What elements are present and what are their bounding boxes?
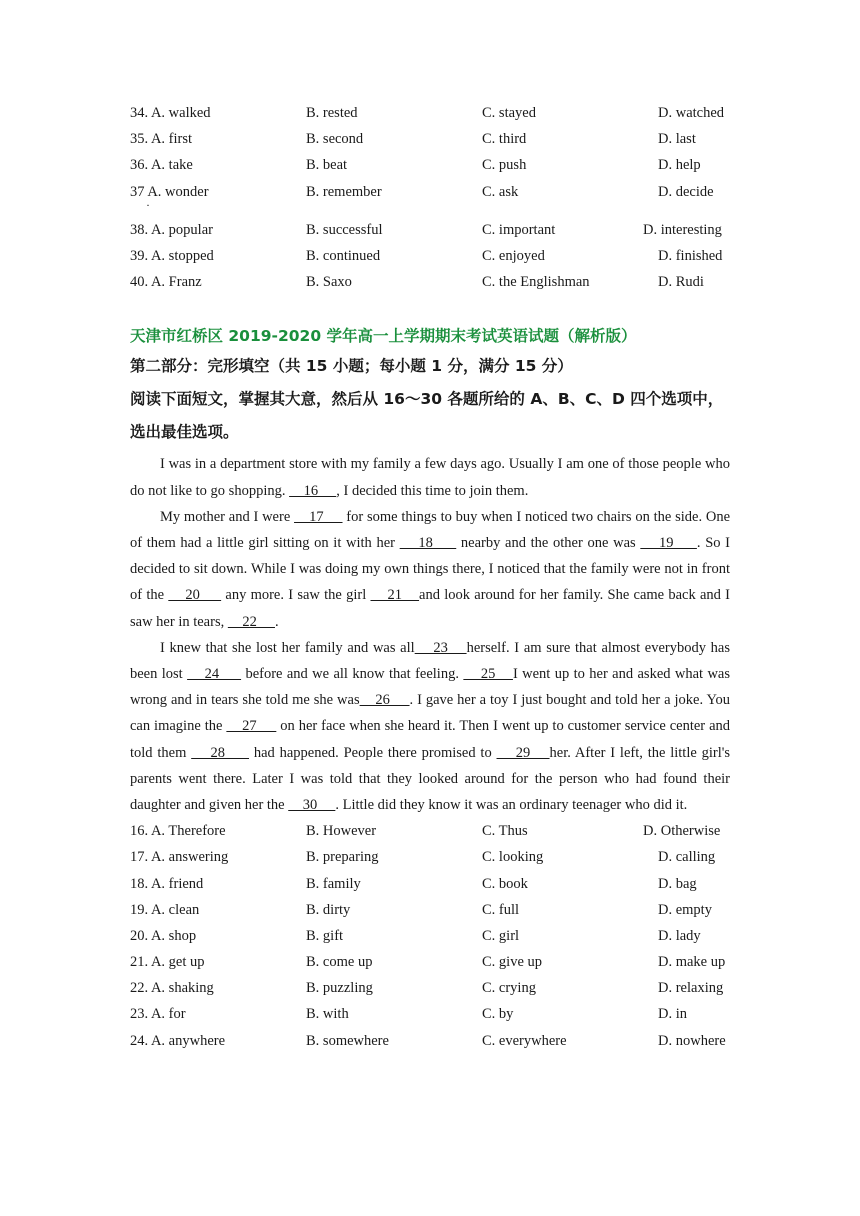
option-a: 16. A. Therefore xyxy=(130,823,226,840)
option-d: D. lady xyxy=(658,927,701,944)
option-c: C. push xyxy=(482,157,527,174)
option-b: B. dirty xyxy=(306,901,351,918)
option-c: C. everywhere xyxy=(482,1032,567,1049)
question-row xyxy=(130,179,730,205)
option-a: 21. A. get up xyxy=(130,954,205,971)
option-a: 19. A. clean xyxy=(130,901,200,918)
option-d: D. finished xyxy=(658,247,723,264)
option-b: B. family xyxy=(306,875,361,892)
passage-text: . xyxy=(274,613,279,630)
cloze-blank: 19 xyxy=(640,534,697,551)
option-d: D. Otherwise xyxy=(643,823,721,840)
option-a: 20. A. shop xyxy=(130,927,197,944)
section-heading: 第二部分：完形填空（共 15 小题；每小题 1 分，满分 15 分） xyxy=(130,357,573,376)
option-b: B. continued xyxy=(306,247,381,264)
option-c: C. full xyxy=(482,901,520,918)
question-row xyxy=(130,1028,730,1054)
option-c: C. stayed xyxy=(482,105,536,121)
question-row xyxy=(130,818,730,844)
paragraph xyxy=(130,451,730,503)
option-a: 23. A. for xyxy=(130,1006,186,1023)
option-d: D. relaxing xyxy=(658,980,724,997)
option-a: 37 A. wonder xyxy=(130,183,209,200)
question-row xyxy=(130,949,730,975)
option-c: C. by xyxy=(482,1006,514,1023)
question-row xyxy=(130,844,730,870)
question-row xyxy=(130,217,730,243)
option-a: 39. A. stopped xyxy=(130,247,214,264)
option-b: B. second xyxy=(306,131,364,148)
option-b: B. somewhere xyxy=(306,1032,389,1049)
stray-dot-row xyxy=(130,197,730,217)
paragraph xyxy=(130,504,730,635)
option-b: B. puzzling xyxy=(306,980,373,997)
option-b: B. rested xyxy=(306,105,358,121)
option-c: C. Thus xyxy=(482,823,528,840)
option-c: C. book xyxy=(482,875,528,892)
option-a: 34. A. walked xyxy=(130,105,211,121)
option-b: B. preparing xyxy=(306,849,379,866)
option-b: B. gift xyxy=(306,927,344,944)
cloze-blank: 27 xyxy=(226,718,277,735)
question-row xyxy=(130,975,730,1001)
option-a: 18. A. friend xyxy=(130,875,204,892)
option-b: B. Saxo xyxy=(306,274,352,291)
question-row xyxy=(130,126,730,152)
cloze-blank: 30 xyxy=(288,796,336,813)
cloze-blank: 25 xyxy=(463,665,513,682)
passage-text: My mother and I were xyxy=(160,508,295,525)
option-a: 22. A. shaking xyxy=(130,980,214,997)
option-c: C. important xyxy=(482,221,556,238)
option-c: C. girl xyxy=(482,927,520,944)
option-b: B. beat xyxy=(306,157,348,174)
option-d: D. interesting xyxy=(643,221,722,238)
option-d: D. decide xyxy=(658,183,714,200)
passage-text: herself. I am sure that almost everybody has been lost xyxy=(130,639,730,682)
option-d: D. empty xyxy=(658,901,712,918)
question-row xyxy=(130,871,730,897)
option-d: D. bag xyxy=(658,875,697,892)
option-c: C. enjoyed xyxy=(482,247,545,264)
option-c: C. crying xyxy=(482,980,536,997)
cloze-blank: 23 xyxy=(414,639,467,656)
option-a: 36. A. take xyxy=(130,157,193,174)
option-c: C. third xyxy=(482,131,527,148)
passage-text: I knew that she lost her family and was all xyxy=(160,639,415,656)
option-a: 24. A. anywhere xyxy=(130,1032,226,1049)
cloze-blank: 29 xyxy=(496,744,550,761)
option-b: B. remember xyxy=(306,183,382,200)
cloze-blank: 17 xyxy=(294,508,343,525)
cloze-blank: 18 xyxy=(399,534,457,551)
passage-text: I was in a department store with my family a few days ago. Usually I am one of those people who do not like to go shopping. xyxy=(130,456,730,499)
option-d: D. nowhere xyxy=(658,1032,726,1049)
passage-text: her. After I left, the little girl's parents went there. Later I was told that they looked around for the person who had found their daughter and given her the xyxy=(130,744,731,813)
cloze-blank: 26 xyxy=(359,692,410,709)
passage-text: on her face when she heard it. Then I went up to customer service center and told them xyxy=(130,718,731,761)
option-d: D. make up xyxy=(658,954,726,971)
question-row xyxy=(130,923,730,949)
option-a: 35. A. first xyxy=(130,131,193,148)
passage-text: had happened. People there promised to xyxy=(249,744,497,761)
question-row xyxy=(130,1001,730,1027)
document-page xyxy=(130,100,730,1054)
question-row xyxy=(130,100,730,126)
instructions: 阅读下面短文，掌握其大意，然后从 16～30 各题所给的 A、B、C、D 四个选项中，选出最佳选项。 xyxy=(130,390,724,442)
passage-text: and look around for her family. She came back and I saw her in tears, xyxy=(130,587,731,630)
option-b: B. successful xyxy=(306,221,383,238)
passage-text: . Little did they know it was an ordinary teenager who did it. xyxy=(335,796,688,813)
option-d: D. in xyxy=(658,1006,687,1023)
question-row xyxy=(130,269,730,295)
cloze-blank: 21 xyxy=(370,587,420,604)
option-d: D. last xyxy=(658,131,696,148)
cloze-blank: 22 xyxy=(227,613,275,630)
passage-text: . I gave her a toy I just bought and told her a joke. You can imagine the xyxy=(130,692,730,735)
option-a: 38. A. popular xyxy=(130,221,213,238)
source-title: 天津市红桥区 2019-2020 学年高一上学期期末考试英语试题（解析版） xyxy=(130,327,637,346)
passage-text: I went up to her and asked what was wrong and in tears she told me she was xyxy=(130,665,731,709)
question-row xyxy=(130,152,730,178)
cloze-blank: 24 xyxy=(187,665,242,682)
option-d: D. watched xyxy=(658,105,725,121)
passage-text: , I decided this time to join them. xyxy=(336,482,529,499)
passage-text: . So I decided to sit down. While I was doing my own things there, I noticed that the family were not in front of the xyxy=(130,534,731,604)
option-b: B. come up xyxy=(306,954,373,971)
options-bottom xyxy=(130,818,730,1054)
stray-dot: · xyxy=(146,197,150,212)
option-c: C. ask xyxy=(482,183,519,200)
option-a: 40. A. Franz xyxy=(130,274,202,291)
passage-text: nearby and the other one was xyxy=(456,534,641,551)
option-b: B. with xyxy=(306,1006,349,1023)
passage-text: for some things to buy when I noticed two chairs on the side. One of them had a little girl sitting on it with her xyxy=(130,508,731,551)
paragraph xyxy=(130,635,730,818)
passage-text: before and we all know that feeling. xyxy=(241,665,464,682)
question-row xyxy=(130,897,730,923)
options-top xyxy=(130,100,730,295)
option-b: B. However xyxy=(306,823,377,840)
option-d: D. help xyxy=(658,157,701,174)
cloze-passage xyxy=(130,451,730,818)
option-d: D. Rudi xyxy=(658,274,704,291)
option-c: C. give up xyxy=(482,954,543,971)
cloze-blank: 20 xyxy=(168,587,222,604)
option-d: D. calling xyxy=(658,849,716,866)
option-c: C. looking xyxy=(482,849,544,866)
passage-text: any more. I saw the girl xyxy=(221,587,371,604)
option-a: 17. A. answering xyxy=(130,849,229,866)
cloze-blank: 16 xyxy=(289,482,337,499)
option-c: C. the Englishman xyxy=(482,274,590,291)
cloze-blank: 28 xyxy=(191,744,250,761)
question-row xyxy=(130,243,730,269)
